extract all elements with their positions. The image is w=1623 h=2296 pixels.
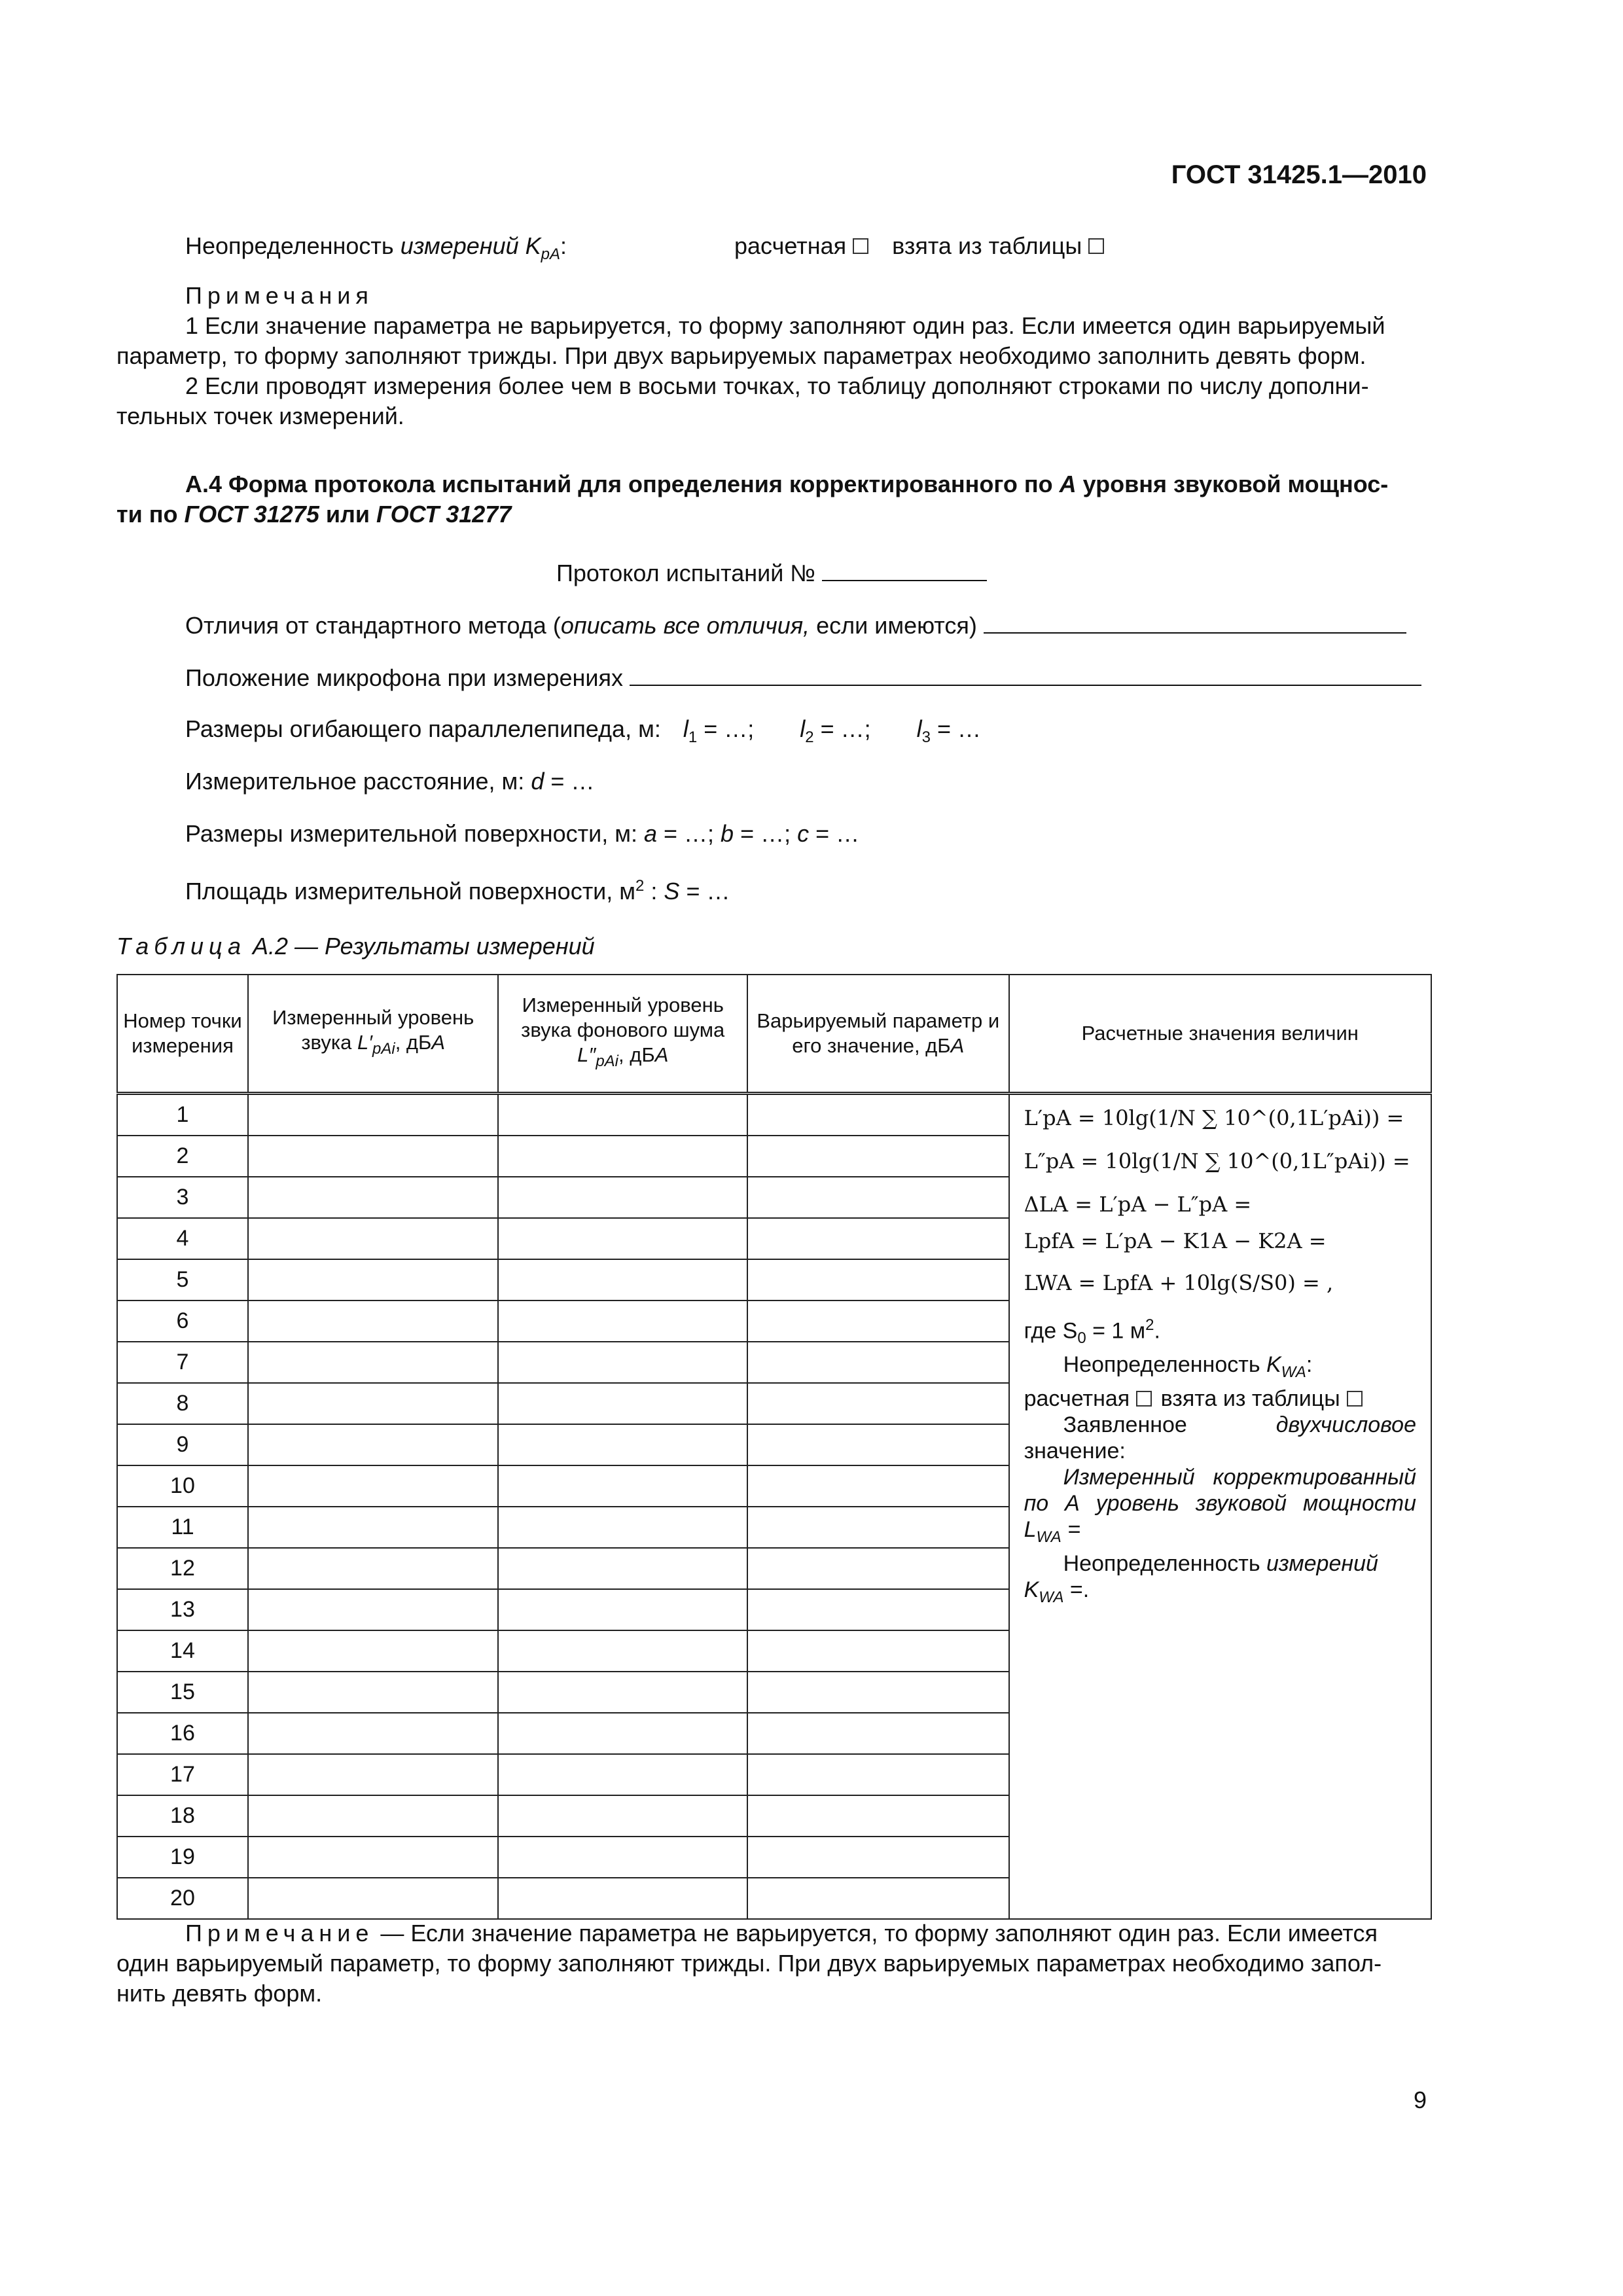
variable-param-cell[interactable]	[747, 1507, 1009, 1548]
calc-uncertainty: Неопределенность $K_{WA}$:	[1063, 1352, 1313, 1381]
formula-mean-level: L′pA = 10lg(1/N ∑ 10^(0,1L′pAi)) =	[1024, 1105, 1404, 1130]
background-level-cell[interactable]	[498, 1754, 747, 1795]
background-level-cell[interactable]	[498, 1136, 747, 1177]
note-2-line-2: тельных точек измерений.	[116, 403, 404, 429]
point-number-cell: 17	[117, 1754, 248, 1795]
measured-level-cell[interactable]	[248, 1548, 499, 1589]
background-level-cell[interactable]	[498, 1177, 747, 1218]
point-number-cell: 18	[117, 1795, 248, 1837]
checkbox-kwa-calculated[interactable]	[1136, 1391, 1152, 1407]
col-header-background-level: Измеренный уровень звука фонового шума $L''_{pAi}$, дБА	[498, 975, 747, 1094]
notes-title: Примечания	[185, 282, 374, 309]
table-caption: Таблица А.2 — Результаты измерений	[116, 933, 595, 960]
variable-param-cell[interactable]	[747, 1672, 1009, 1713]
variable-param-cell[interactable]	[747, 1177, 1009, 1218]
measured-level-cell[interactable]	[248, 1136, 499, 1177]
where-s0: где $S_0 = 1$ $м^2$.	[1024, 1316, 1160, 1348]
measured-level-cell[interactable]	[248, 1672, 499, 1713]
col-header-measured-level: Измеренный уровень звука $L'_{pAi}$, дБА	[248, 975, 499, 1094]
checkbox-from-table[interactable]	[1088, 238, 1104, 254]
point-number-cell: 13	[117, 1589, 248, 1630]
variable-param-cell[interactable]	[747, 1465, 1009, 1507]
background-level-cell[interactable]	[498, 1630, 747, 1672]
measured-level-cell[interactable]	[248, 1218, 499, 1259]
point-number-cell: 20	[117, 1878, 248, 1919]
background-level-cell[interactable]	[498, 1259, 747, 1300]
variable-param-cell[interactable]	[747, 1878, 1009, 1919]
results-table	[116, 974, 1432, 1920]
col-header-calculated-values: Расчетные значения величин	[1009, 975, 1431, 1094]
surface-area-line: Площадь измерительной поверхности, $м^2$ : S = …	[185, 877, 730, 905]
note-2-line-1: 2 Если проводят измерения более чем в восьми точках, то таблицу дополняют строками по числу дополни-	[185, 372, 1369, 399]
formula-mean-background: L″pA = 10lg(1/N ∑ 10^(0,1L″pAi)) =	[1024, 1149, 1410, 1174]
background-level-cell[interactable]	[498, 1713, 747, 1754]
measured-level-cell[interactable]	[248, 1424, 499, 1465]
point-number-cell: 4	[117, 1218, 248, 1259]
formula-delta-l: ΔLA = L′pA − L″pA =	[1024, 1192, 1252, 1217]
measured-power-level: Измеренный корректированный по А уровень звуковой мощности $L_{WA}$ =	[1024, 1464, 1416, 1546]
measurement-uncertainty: Неопределенность измерений $K_{WA}$ =.	[1024, 1551, 1378, 1606]
surface-dimensions-line: Размеры измерительной поверхности, м: a = …; b = …; c = …	[185, 820, 860, 847]
calculated-values-cell	[1009, 1094, 1431, 1920]
point-number-cell: 15	[117, 1672, 248, 1713]
background-level-cell[interactable]	[498, 1878, 747, 1919]
point-number-cell: 16	[117, 1713, 248, 1754]
uncertainty-options: расчетная взята из таблицы	[734, 230, 1107, 262]
background-level-cell[interactable]	[498, 1424, 747, 1465]
background-level-cell[interactable]	[498, 1218, 747, 1259]
measured-level-cell[interactable]	[248, 1094, 499, 1136]
variable-param-cell[interactable]	[747, 1589, 1009, 1630]
measured-level-cell[interactable]	[248, 1795, 499, 1837]
section-heading-line-1: А.4 Форма протокола испытаний для определения корректированного по А уровня звуковой мощнос-	[185, 471, 1389, 497]
note-bottom-line-2: один варьируемый параметр, то форму заполняют трижды. При двух варьируемых параметрах необходимо запол-	[116, 1950, 1382, 1977]
point-number-cell: 12	[117, 1548, 248, 1589]
section-heading-line-2: ти по ГОСТ 31275 или ГОСТ 31277	[116, 501, 512, 528]
measured-level-cell[interactable]	[248, 1177, 499, 1218]
background-level-cell[interactable]	[498, 1837, 747, 1878]
differences-blank[interactable]	[984, 607, 1406, 634]
variable-param-cell[interactable]	[747, 1795, 1009, 1837]
variable-param-cell[interactable]	[747, 1342, 1009, 1383]
calc-uncertainty-options: расчетная взята из таблицы	[1024, 1386, 1416, 1412]
checkbox-kwa-from-table[interactable]	[1347, 1391, 1363, 1407]
measured-level-cell[interactable]	[248, 1300, 499, 1342]
measured-level-cell[interactable]	[248, 1837, 499, 1878]
variable-param-cell[interactable]	[747, 1300, 1009, 1342]
point-number-cell: 8	[117, 1383, 248, 1424]
variable-param-cell[interactable]	[747, 1383, 1009, 1424]
point-number-cell: 6	[117, 1300, 248, 1342]
background-level-cell[interactable]	[498, 1383, 747, 1424]
measured-level-cell[interactable]	[248, 1589, 499, 1630]
measured-level-cell[interactable]	[248, 1465, 499, 1507]
point-number-cell: 5	[117, 1259, 248, 1300]
microphone-blank[interactable]	[630, 660, 1421, 686]
box-dimensions-line: Размеры огибающего параллелепипеда, м: $l_1$ = …; $l_2$ = …; $l_3$ = …	[185, 715, 982, 747]
table-header-row	[117, 975, 1431, 1094]
point-number-cell: 14	[117, 1630, 248, 1672]
calculated-values-content	[1024, 1104, 1416, 1611]
background-level-cell[interactable]	[498, 1795, 747, 1837]
checkbox-calculated[interactable]	[853, 238, 868, 254]
variable-param-cell[interactable]	[747, 1259, 1009, 1300]
background-level-cell[interactable]	[498, 1548, 747, 1589]
measured-level-cell[interactable]	[248, 1342, 499, 1383]
col-header-point-number: Номер точки измерения	[117, 975, 248, 1094]
background-level-cell[interactable]	[498, 1342, 747, 1383]
background-level-cell[interactable]	[498, 1465, 747, 1507]
variable-param-cell[interactable]	[747, 1094, 1009, 1136]
variable-param-cell[interactable]	[747, 1837, 1009, 1878]
note-1-line-1: 1 Если значение параметра не варьируется, то форму заполняют один раз. Если имеется один варьируемый	[185, 312, 1385, 339]
formula-lpfa: LpfA = L′pA − K1A − K2A =	[1024, 1229, 1327, 1253]
measured-level-cell[interactable]	[248, 1383, 499, 1424]
measured-level-cell[interactable]	[248, 1630, 499, 1672]
point-number-cell: 19	[117, 1837, 248, 1878]
page-number: 9	[1414, 2087, 1427, 2113]
variable-param-cell[interactable]	[747, 1424, 1009, 1465]
point-number-cell: 2	[117, 1136, 248, 1177]
point-number-cell: 7	[117, 1342, 248, 1383]
variable-param-cell[interactable]	[747, 1630, 1009, 1672]
background-level-cell[interactable]	[498, 1672, 747, 1713]
measured-level-cell[interactable]	[248, 1259, 499, 1300]
uncertainty-line: Неопределенность измерений $K_{pA}$:	[185, 232, 567, 264]
point-number-cell: 10	[117, 1465, 248, 1507]
variable-param-cell[interactable]	[747, 1713, 1009, 1754]
table-row	[117, 1094, 1431, 1136]
note-bottom-line-3: нить девять форм.	[116, 1980, 323, 2007]
point-number-cell: 1	[117, 1094, 248, 1136]
measured-level-cell[interactable]	[248, 1754, 499, 1795]
background-level-cell[interactable]	[498, 1507, 747, 1548]
variable-param-cell[interactable]	[747, 1548, 1009, 1589]
document-code: ГОСТ 31425.1—2010	[1171, 160, 1427, 189]
protocol-number-blank[interactable]	[822, 555, 987, 581]
measured-level-cell[interactable]	[248, 1713, 499, 1754]
formula-lwa: LWA = LpfA + 10lg(S/S0) = ,	[1024, 1270, 1334, 1295]
background-level-cell[interactable]	[498, 1300, 747, 1342]
variable-param-cell[interactable]	[747, 1754, 1009, 1795]
col-header-variable-param: Варьируемый параметр и его значение, дБА	[747, 975, 1009, 1094]
point-number-cell: 9	[117, 1424, 248, 1465]
note-1-line-2: параметр, то форму заполняют трижды. При двух варьируемых параметрах необходимо заполнить девять форм.	[116, 342, 1366, 369]
variable-param-cell[interactable]	[747, 1218, 1009, 1259]
differences-line: Отличия от стандартного метода (описать все отличия, если имеются)	[185, 607, 1406, 641]
microphone-line: Положение микрофона при измерениях	[185, 660, 1421, 694]
measured-level-cell[interactable]	[248, 1507, 499, 1548]
point-number-cell: 3	[117, 1177, 248, 1218]
background-level-cell[interactable]	[498, 1094, 747, 1136]
protocol-number: Протокол испытаний №	[556, 555, 987, 589]
note-bottom-line-1: Примечание — Если значение параметра не варьируется, то форму заполняют один раз. Если имеется	[185, 1920, 1378, 1946]
declared-value: Заявленное двухчисловое значение:	[1024, 1412, 1416, 1463]
variable-param-cell[interactable]	[747, 1136, 1009, 1177]
background-level-cell[interactable]	[498, 1589, 747, 1630]
point-number-cell: 11	[117, 1507, 248, 1548]
distance-line: Измерительное расстояние, м: d = …	[185, 768, 595, 795]
measured-level-cell[interactable]	[248, 1878, 499, 1919]
